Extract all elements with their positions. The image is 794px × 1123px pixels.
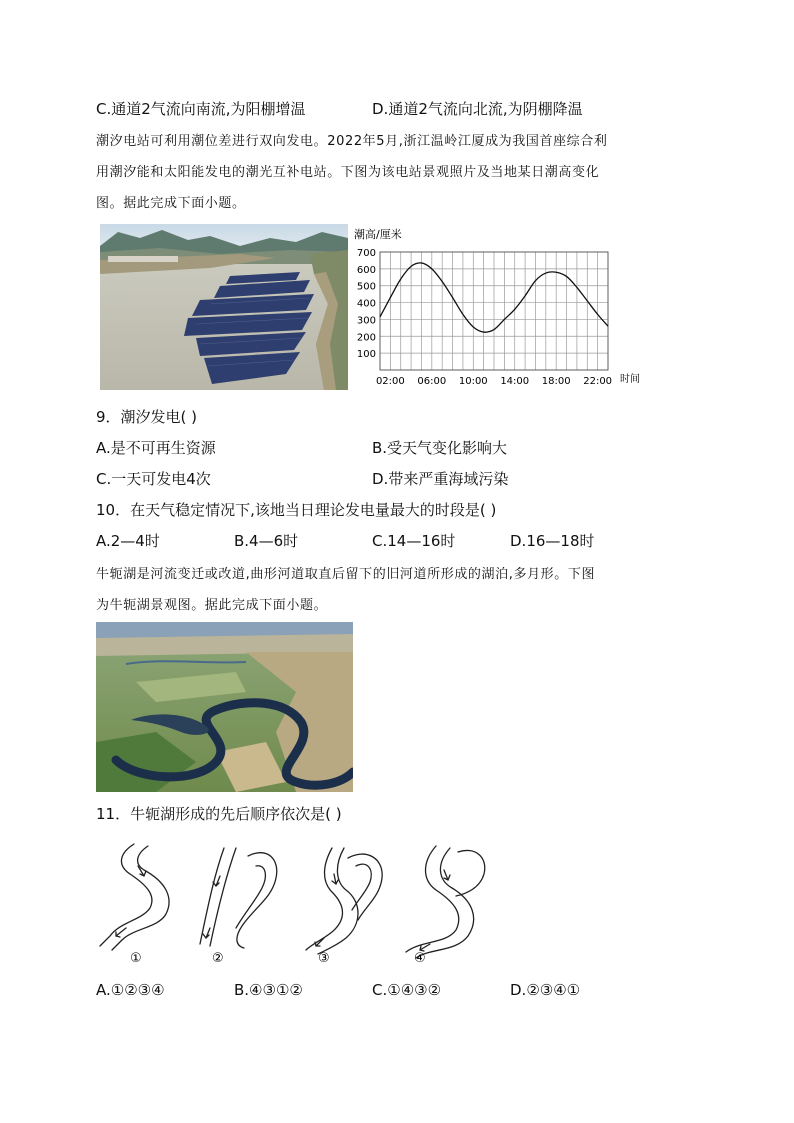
passage-tidal-line2: 用潮汐能和太阳能发电的潮光互补电站。下图为该电站景观照片及当地某日潮高变化 [96,165,600,180]
q10-option-b[interactable]: B.4—6时 [234,532,299,550]
x-axis-label: 时间 [620,374,640,385]
q8-option-d: D.通道2气流向北流,为阴棚降温 [372,100,583,118]
y-axis-label: 潮高/厘米 [354,228,402,241]
meander-stage-4 [406,846,485,958]
diagram-label-2: ② [212,951,224,966]
q8-option-c: C.通道2气流向南流,为阳棚增温 [96,100,306,118]
y-tick-label: 600 [356,264,376,276]
x-tick-label: 22:00 [583,376,613,387]
passage-tidal-line3: 图。据此完成下面小题。 [96,196,246,211]
passage-tidal-line1: 潮汐电站可利用潮位差进行双向发电。2022年5月,浙江温岭江厦成为我国首座综合利 [96,134,608,149]
diagram-label-3: ③ [318,951,330,966]
q11-option-c[interactable]: C.①④③② [372,981,442,999]
q9-option-b[interactable]: B.受天气变化影响大 [372,439,508,457]
x-tick-label: 02:00 [375,376,405,387]
q10-stem: 10．在天气稳定情况下,该地当日理论发电量最大的时段是( ) [96,501,497,519]
q11-stem: 11．牛轭湖形成的先后顺序依次是( ) [96,805,342,823]
q11-option-b[interactable]: B.④③①② [234,981,303,999]
q10-option-a[interactable]: A.2—4时 [96,532,160,550]
q10-option-c[interactable]: C.14—16时 [372,532,456,550]
chart-grid [380,252,608,370]
x-tick-label: 10:00 [458,376,488,387]
q9-option-c[interactable]: C.一天可发电4次 [96,470,211,488]
oxbow-formation-diagram [96,836,496,968]
q11-option-d[interactable]: D.②③④① [510,981,581,999]
q10-option-d[interactable]: D.16—18时 [510,532,595,550]
x-tick-label: 14:00 [500,376,530,387]
x-tick-label: 18:00 [541,376,571,387]
x-tick-label: 06:00 [417,376,447,387]
passage-oxbow-line2: 为牛轭湖景观图。据此完成下面小题。 [96,598,328,613]
passage-oxbow-line1: 牛轭湖是河流变迁或改道,曲形河道取直后留下的旧河道所形成的湖泊,多月形。下图 [96,567,596,582]
q9-option-d[interactable]: D.带来严重海域污染 [372,470,509,488]
meander-stage-1 [100,844,169,950]
tide-height-chart [350,222,650,392]
oxbow-lake-photo [96,622,353,792]
q11-option-a[interactable]: A.①②③④ [96,981,165,999]
y-tick-label: 100 [356,349,376,361]
meander-stage-3 [306,848,382,954]
y-tick-label: 700 [356,248,376,259]
q9-stem: 9．潮汐发电( ) [96,408,198,426]
diagram-label-4: ④ [414,951,426,966]
diagram-label-1: ① [130,951,142,966]
y-tick-label: 200 [356,332,376,344]
y-tick-label: 400 [356,298,376,310]
y-tick-label: 500 [356,281,376,293]
meander-stage-2 [200,848,277,948]
y-tick-label: 300 [356,315,376,327]
q9-option-a[interactable]: A.是不可再生资源 [96,439,216,457]
tidal-solar-station-photo [100,224,348,390]
